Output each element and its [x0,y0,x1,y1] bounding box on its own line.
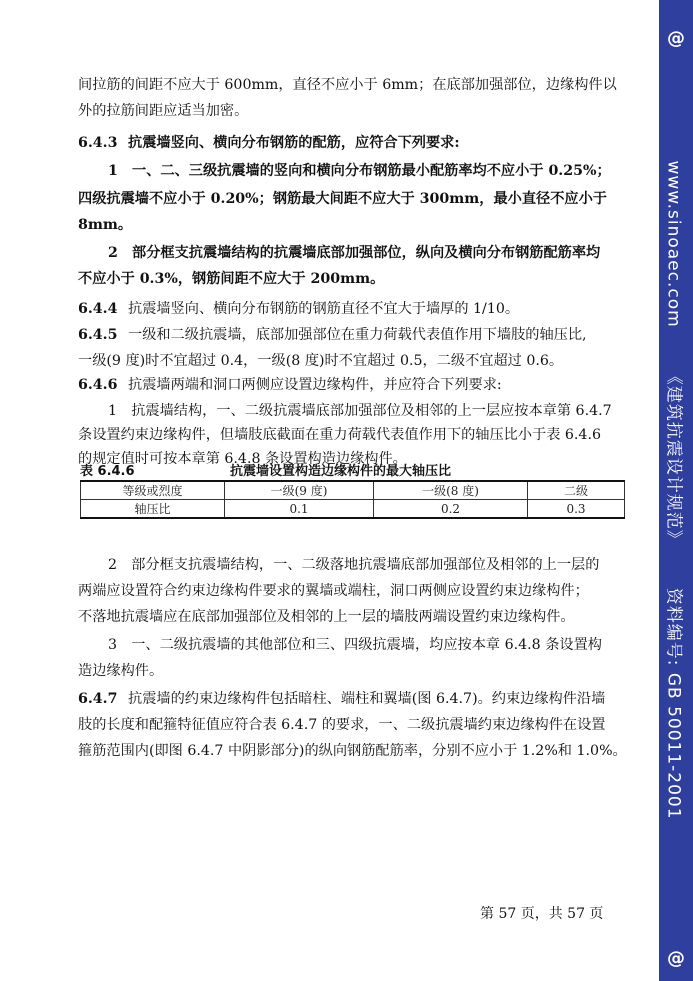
table-row [81,500,625,519]
paragraph-line: 外的拉筋间距应适当加密。 [78,103,249,119]
table-cell: 一级(9 度) [225,481,374,500]
table-cell: 0.1 [225,500,374,519]
paragraph-line: 2 部分框支抗震墙结构的抗震墙底部加强部位，纵向及横向分布钢筋配筋率均 [108,245,601,261]
paragraph-line: 条设置约束边缘构件，但墙肢底截面在重力荷载代表值作用下的轴压比小于表 6.4.6 [78,427,601,443]
paragraph-line: 箍筋范围内(即图 6.4.7 中阴影部分)的纵向钢筋配筋率，分别不应小于 1.2%和 1.0%。 [78,743,627,759]
section-heading [78,690,605,708]
section-number: 6.4.4 [78,301,118,317]
table-cell: 一级(8 度) [374,481,528,500]
paragraph-line: 的规定值时可按本章第 6.4.8 条设置构造边缘构件。 [78,451,407,467]
table-cell: 轴压比 [81,500,225,519]
section-heading [78,326,587,344]
section-number: 6.4.3 [78,135,118,151]
section-text: 一级和二级抗震墙，底部加强部位在重力荷载代表值作用下墙肢的轴压比, [128,327,587,343]
section-heading [78,134,460,152]
at-mark-bottom: @ [667,948,685,969]
table-cell: 二级 [528,481,625,500]
table-cell: 等级或烈度 [81,481,225,500]
paragraph-line: 两端应设置符合约束边缘构件要求的翼墙或端柱，洞口两侧应设置约束边缘构件； [78,583,589,599]
section-heading [78,376,502,394]
paragraph-line: 四级抗震墙不应小于 0.20%；钢筋最大间距不应大于 300mm，最小直径不应小于 [78,191,607,207]
section-text: 抗震墙两端和洞口两侧应设置边缘构件，并应符合下列要求: [128,377,502,393]
table-cell: 0.2 [374,500,528,519]
sidebar-url: www.sinoaec.com [663,160,684,328]
section-number: 6.4.5 [78,327,118,343]
section-number: 6.4.6 [78,377,118,393]
at-mark-top: @ [667,28,685,49]
table-number: 表 6.4.6 [80,464,135,479]
section-heading [78,300,519,318]
paragraph-line: 3 一、二级抗震墙的其他部位和三、四级抗震墙，均应按本章 6.4.8 条设置构 [108,637,602,653]
page-number: 第 57 页，共 57 页 [480,906,604,922]
section-text: 抗震墙竖向、横向分布钢筋的钢筋直径不宜大于墙厚的 1/10。 [128,301,520,317]
sidebar-doc-code: 资料编号: GB 50011-2001 [663,587,684,820]
table-caption: 抗震墙设置构造边缘构件的最大轴压比 [230,464,452,479]
section-title: 抗震墙竖向、横向分布钢筋的配筋，应符合下列要求: [128,135,460,151]
paragraph-line: 肢的长度和配箍特征值应符合表 6.4.7 的要求，一、二级抗震墙约束边缘构件在设置 [78,717,606,733]
paragraph-line: 不落地抗震墙应在底部加强部位及相邻的上一层的墙肢两端设置约束边缘构件。 [78,609,575,625]
sidebar-banner [659,0,693,981]
sidebar-text [664,160,689,819]
paragraph-line: 8mm。 [78,217,133,233]
section-number: 6.4.7 [78,691,118,707]
paragraph-line: 1 抗震墙结构，一、二级抗震墙底部加强部位及相邻的上一层应按本章第 6.4.7 [108,403,612,419]
paragraph-line: 造边缘构件。 [78,663,164,679]
paragraph-line: 1 一、二、三级抗震墙的竖向和横向分布钢筋最小配筋率均不应小于 0.25%； [108,163,611,179]
paragraph-line: 不应小于 0.3%，钢筋间距不应大于 200mm。 [78,271,385,287]
paragraph-line: 2 部分框支抗震墙结构，一、二级落地抗震墙底部加强部位及相邻的上一层的 [108,557,600,573]
sidebar-book-title: 《建筑抗震设计规范》 [663,367,684,548]
section-text: 抗震墙的约束边缘构件包括暗柱、端柱和翼墙(图 6.4.7)。约束边缘构件沿墙 [128,691,606,707]
axial-ratio-table [80,480,625,519]
table-header-row [81,481,625,500]
paragraph-line: 间拉筋的间距不应大于 600mm，直径不应小于 6mm；在底部加强部位，边缘构件以 [78,77,617,93]
table-cell: 0.3 [528,500,625,519]
paragraph-line: 一级(9 度)时不宜超过 0.4，一级(8 度)时不宜超过 0.5，二级不宜超过 0.6。 [78,353,564,369]
